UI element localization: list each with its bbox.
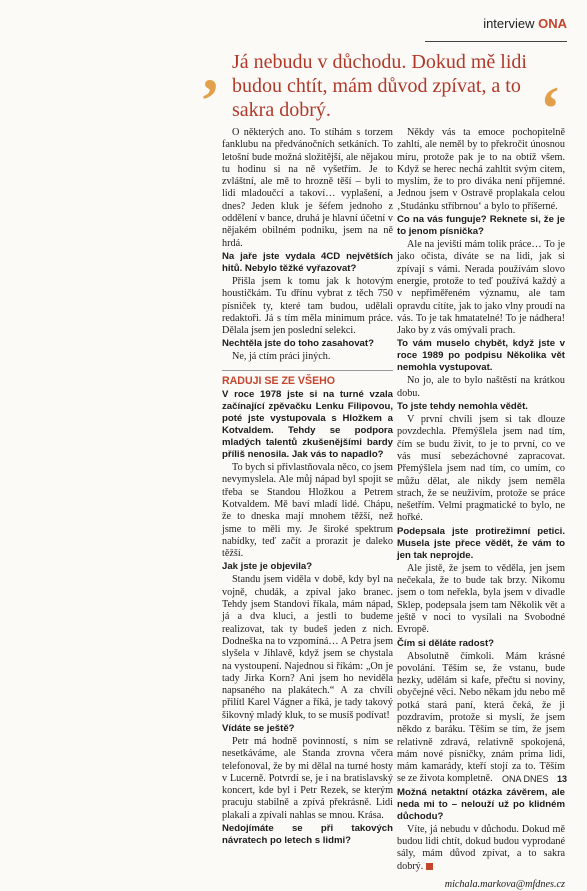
header-rule [425, 41, 567, 42]
paragraph: Ale jistě, že jsem to věděla, jen jsem nečekala, že to bude tak brzy. Nikomu jsem o tom neřekla, byla jsem v divadle Sklep, podepsala jsem tam Několik vět a ještě v noci to vysílali na Svobodné Evropě. [397, 562, 565, 636]
pull-quote: Já nebudu v důchodu. Dokud mě lidi budou chtít, mám důvod zpívat, a to sakra dobrý. [232, 51, 527, 121]
paragraph: Ne, já ctím práci jiných. [232, 351, 331, 363]
open-quote-icon: ‚ [200, 35, 221, 103]
interview-question: Na jaře jste vydala 4CD největších hitů. Nebylo těžké vyřazovat? [222, 250, 393, 274]
paragraph: Někdy vás ta emoce pochopitelně zahltí, ale neměl by to překročit únosnou míru, protože pak je to na obtíž všem. Když se herec nechá zahltit svým citem, myslím, že to pro diváka není příjemné. Jednou jsem v Ostravě proplakala celou ‚Studánku stříbrnou‘ a bylo to příšerné. [397, 127, 565, 212]
paragraph: Petr má hodně povinností, s ním se nesetkáváme, ale Standa zrovna včera telefonoval, že by mi dělal na turné hosty v Lucerně. Potvrdí se, je i na bratislavský koncert, kde byl i Petr Rezek, se kterým pracuju stabilně a zpívá překrásně. Lidi plakali a zpívali nahlas se mnou. Krása. [222, 735, 393, 821]
interview-question: Čím si děláte radost? [397, 637, 495, 649]
paragraph [397, 824, 565, 873]
interview-question: Možná netaktní otázka závěrem, ale neda mi to – nelouží už po klidném důchodu? [397, 786, 565, 822]
page-header [0, 10, 587, 36]
section-name: interview [483, 16, 535, 31]
interview-question: V roce 1978 jste si na turné vzala začínající zpěvačku Lenku Filipovou, poté jste vystupovala s Hložkem a Kotvaldem. Tehdy se podpora mladých talentů zkušenějšími bardy příliš nenosila. Jak vás to napadlo? [222, 389, 393, 461]
interview-question: Vídáte se ještě? [222, 722, 295, 734]
page-footer [502, 774, 567, 784]
interview-question: To jste tehdy nemohla vědět. [397, 401, 528, 413]
close-quote-icon: ‘ [540, 75, 561, 143]
page-number: 13 [556, 774, 567, 784]
paragraph: O některých ano. To stíhám s torzem fanklubu na předvánočních setkáních. To letošní bude možná složitější, ale nějakou tu hodinu si na ně vyšetřím. Je to zvláštní, ale mě to hrozně těší – byli to lidi mladoučcí a takoví… vyplašení, a dnes? Jeden kluk je šéfem jednoho z oddělení v bance, druhá je hlavní účetní v nějakém obilném podniku, jsem na ně hrdá. [222, 127, 393, 249]
paragraph: No jo, ale to bylo naštěstí na krátkou dobu. [397, 375, 565, 399]
interview-question: Co na vás funguje? Reknete si, že je to jenom písnička? [397, 214, 565, 238]
interview-question: Jak jste je objevila? [222, 561, 313, 573]
paragraph: To bych si přivlastňovala něco, co jsem nevymyslela. Ale můj nápad byl spojit se třeba se Standou Hložkou a Petrem Kotvaldem. Mě baví mladí lidé. Chápu, že to dneska mají mnohem těžší, než jsme to měli my. Je široké spektrum nabídky, teď začít a prorazit je daleko těžší. [222, 462, 393, 560]
footer-label: ONA DNES [501, 774, 549, 784]
closing-paragraph: Víte, já nebudu v důchodu. Dokud mě budou lidi chtít, dokud budou vyprodané sály, mám důvod zpívat, a to sakra dobrý. [397, 823, 565, 872]
paragraph: Standu jsem viděla v době, kdy byl na vojně, chudák, a zpíval jako branec. Tehdy jsem Standovi říkala, mám nápad, já a dva kluci, a jestli to budeme realizovat, tak ty budeš jeden z nich. Dodneška na to vzpomíná… A Petra jsem slyšela v Jihlavě, když jsem se chystala na vystoupení. Najednou si říkám: „On je tady Jirka Korn? Ani jsem ho neviděla napsaného na plakátech.“ A za chvíli přilítl Karel Vágner a říká, je tady takový šikovný mladý kluk, to se musíš podívat! [222, 574, 393, 721]
paragraph: Absolutně čímkoli. Mám krásné povolání. Těším se, že vstanu, bude hezky, udělám si kafe, přečtu si noviny, obyčejné věci. Nebo někam jdu nebo mě potká stará paní, která čeká, že ji pozdravím, protože si myslí, že jsem někdo z baráku. Těším se tím, že jsem relativně zdravá, relativně spokojená, mám nové písničky, znám prima lidi, mám kamarády, kteří stojí za to. Těším se ze života kompletně. [397, 650, 565, 785]
paragraph: V první chvíli jsem si tak dlouze povzdechla. Přemýšlela jsem nad tím, čím se budu živit, to je to první, co ve vás musí sebezáchovné zapracovat. Přemýšlela jsem nad tím, co umím, co můžu dělat, ale nikdy jsem neměla strach, že se neuživím, protože se práce nešetřím. Velmi pragmatické to bylo, ne hořké. [397, 414, 565, 524]
section-label [483, 16, 567, 31]
interview-question: To vám muselo chybět, když jste v roce 1989 po podpisu Několika vět nemohla vystupovat. [397, 338, 565, 374]
text-column-left [222, 127, 393, 848]
magazine-brand: ONA [538, 16, 567, 31]
author-email[interactable]: michala.markova@mfdnes.cz [444, 878, 565, 890]
subheading: RADUJI SE ZE VŠEHO [222, 370, 393, 387]
interview-question: Podepsala jste protirežimní petici. Musela jste přece vědět, že vám to jen tak neprojde. [397, 525, 565, 561]
end-mark-icon [426, 863, 433, 870]
paragraph: Ale na jevišti mám tolik práce… To je jako očista, díváte se na lidi, jak si zpívají s vámi. Nerada používám slovo energie, protože to teď používá každý a v nepřiměřeném významu, ale tam opravdu cítíte, jak to jako vlny proudí na vás. To je tak hmatatelné! To je nádhera! Jako by z vás omývali prach. [397, 239, 565, 337]
interview-question: Nedojímáte se při takových návratech po letech s lidmi? [222, 823, 393, 847]
interview-question: Nechtěla jste do toho zasahovat? [222, 338, 374, 350]
paragraph: Přišla jsem k tomu jak k hotovým houstičkám. Tu dřínu vybrat z těch 750 písniček ty, které tam budou, udělali redaktoři. Já s tím měla minimum práce. Dělala jsem jen poslední selekci. [222, 275, 393, 337]
